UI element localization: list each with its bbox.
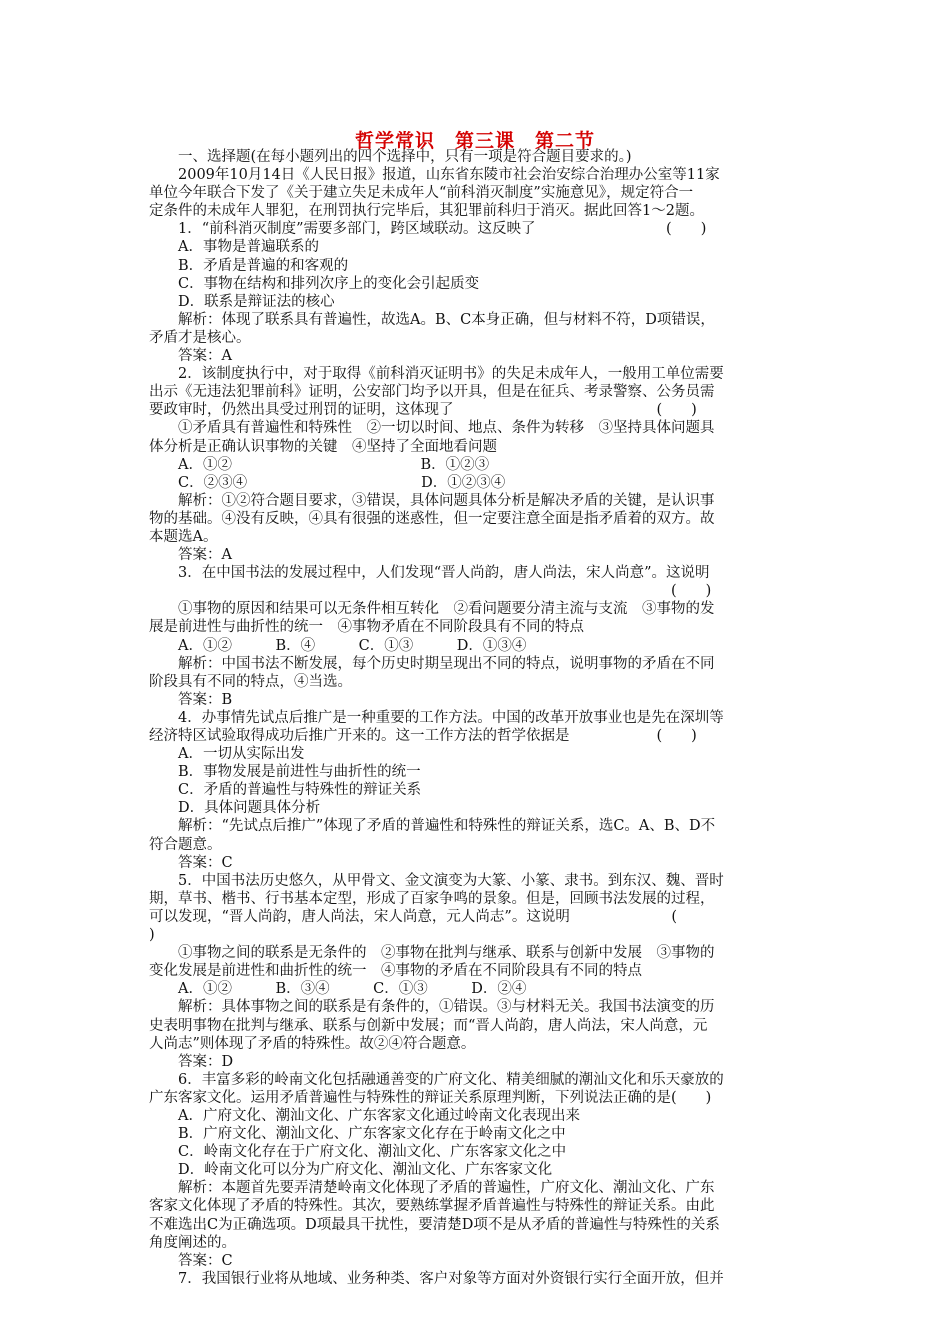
text-line: 可以发现，“晋人尚韵，唐人尚法，宋人尚意，元人尚志”。这说明 ( <box>149 908 677 925</box>
text-line: 答案：A <box>149 348 232 365</box>
text-line: 矛盾才是核心。 <box>149 329 251 346</box>
text-line: A．事物是普遍联系的 <box>149 239 319 256</box>
text-line: 解析：体现了联系具有普遍性，故选A。B、C本身正确，但与材料不符，D项错误， <box>149 311 715 328</box>
text-line: ①事物之间的联系是无条件的 ②事物在批判与继承、联系与创新中发展 ③事物的 <box>149 945 715 962</box>
text-line: 变化发展是前进性和曲折性的统一 ④事物的矛盾在不同阶段具有不同的特点 <box>149 963 642 980</box>
text-line: D．岭南文化可以分为广府文化、潮汕文化、广东客家文化 <box>149 1162 553 1179</box>
text-line: 期，草书、楷书、行书基本定型，形成了百家争鸣的景象。但是，回顾书法发展的过程， <box>149 890 715 907</box>
text-line: 答案：B <box>149 691 233 708</box>
text-line: 人尚志”则体现了矛盾的特殊性。故②④符合题意。 <box>149 1035 476 1052</box>
text-line: A．①② B．④ C．①③ D．①③④ <box>149 637 527 654</box>
text-line: A．一切从实际出发 <box>149 746 305 763</box>
text-line: 3．在中国书法的发展过程中，人们发现“晋人尚韵，唐人尚法，宋人尚意”。这说明 <box>149 565 710 582</box>
text-line: 角度阐述的。 <box>149 1234 236 1251</box>
text-line: 4．办事情先试点后推广是一种重要的工作方法。中国的改革开放事业也是先在深圳等 <box>149 709 724 726</box>
text-line: 答案：C <box>149 854 233 871</box>
text-line: 解析：本题首先要弄清楚岭南文化体现了矛盾的普遍性，广府文化、潮汕文化、广东 <box>149 1180 715 1197</box>
text-line: 1．“前科消灭制度”需要多部门，跨区域联动。这反映了 ( ) <box>149 221 707 238</box>
text-line: 定条件的未成年人罪犯，在刑罚执行完毕后，其犯罪前科归于消灭。据此回答1～2题。 <box>149 203 704 220</box>
page-title: 哲学常识 第三课 第二节 <box>354 130 595 152</box>
text-line: 经济特区试验取得成功后推广开来的。这一工作方法的哲学依据是 ( ) <box>149 728 697 744</box>
text-line: B．矛盾是普遍的和客观的 <box>149 257 349 274</box>
text-line: B．广府文化、潮汕文化、广东客家文化存在于岭南文化之中 <box>149 1126 566 1143</box>
text-line: 一、选择题(在每小题列出的四个选择中，只有一项是符合题目要求的。) <box>149 149 632 165</box>
text-line: 6．丰富多彩的岭南文化包括融通善变的广府文化、精美细腻的潮汕文化和乐天豪放的 <box>149 1071 724 1088</box>
text-line: 解析：具体事物之间的联系是有条件的，①错误。③与材料无关。我国书法演变的历 <box>149 999 715 1016</box>
text-line: 答案：D <box>149 1053 234 1070</box>
text-line: 出示《无违法犯罪前科》证明，公安部门均予以开具，但是在征兵、考录警察、公务员需 <box>149 384 715 401</box>
text-line: 2．该制度执行中，对于取得《前科消灭证明书》的失足未成年人，一般用工单位需要 <box>149 366 724 383</box>
text-line: 广东客家文化。运用矛盾普遍性与特殊性的辩证关系原理判断，下列说法正确的是( ) <box>149 1089 712 1106</box>
text-line: A．广府文化、潮汕文化、广东客家文化通过岭南文化表现出来 <box>149 1107 580 1124</box>
text-line: A．①② B．①②③ <box>149 456 490 473</box>
text-line: 答案：C <box>149 1252 233 1269</box>
text-line: 客家文化体现了矛盾的特殊性。其次，要熟练掌握矛盾普遍性与特殊性的辩证关系。由此 <box>149 1198 715 1215</box>
text-line: 阶段具有不同的特点，④当选。 <box>149 673 352 690</box>
text-line: C．事物在结构和排列次序上的变化会引起质变 <box>149 275 480 292</box>
document-body <box>149 148 811 1288</box>
text-line: D．联系是辩证法的核心 <box>149 293 335 310</box>
text-line: 7．我国银行业将从地域、业务种类、客户对象等方面对外资银行实行全面开放，但并 <box>149 1270 724 1287</box>
text-line: ①矛盾具有普遍性和特殊性 ②一切以时间、地点、条件为转移 ③坚持具体问题具 <box>149 420 715 437</box>
text-line: 物的基础。④没有反映，④具有很强的迷惑性，但一定要注意全面是指矛盾着的双方。故 <box>149 510 715 527</box>
text-line: 解析：“先试点后推广”体现了矛盾的普遍性和特殊性的辩证关系，选C。A、B、D不 <box>149 818 716 835</box>
text-line: 不难选出C为正确选项。D项最具干扰性，要清楚D项不是从矛盾的普遍性与特殊性的关系 <box>149 1216 720 1233</box>
text-line: 本题选A。 <box>149 528 218 545</box>
text-line: ( ) <box>149 583 712 600</box>
text-line: 5．中国书法历史悠久，从甲骨文、金文演变为大篆、小篆、隶书。到东汉、魏、晋时 <box>149 872 724 889</box>
text-line: ) <box>149 927 155 944</box>
text-line: 答案：A <box>149 547 232 564</box>
text-line: ①事物的原因和结果可以无条件相互转化 ②看问题要分清主流与支流 ③事物的发 <box>149 601 715 618</box>
text-line: 展是前进性与曲折性的统一 ④事物矛盾在不同阶段具有不同的特点 <box>149 619 584 636</box>
text-line: 史表明事物在批判与继承、联系与创新中发展；而“晋人尚韵，唐人尚法，宋人尚意，元 <box>149 1017 708 1034</box>
text-line: 解析：中国书法不断发展，每个历史时期呈现出不同的特点，说明事物的矛盾在不同 <box>149 655 715 672</box>
text-line: B．事物发展是前进性与曲折性的统一 <box>149 764 421 781</box>
text-line: C．矛盾的普遍性与特殊性的辩证关系 <box>149 782 422 799</box>
text-line: D．具体问题具体分析 <box>149 800 321 817</box>
text-line: 要政审时，仍然出具受过刑罚的证明，这体现了 ( ) <box>149 402 697 419</box>
text-line: 2009年10月14日《人民日报》报道，山东省东陵市社会治安综合治理办公室等11家 <box>149 167 720 184</box>
text-line: 解析：①②符合题目要求，③错误，具体问题具体分析是解决矛盾的关键，是认识事 <box>149 492 715 509</box>
text-line: 符合题意。 <box>149 836 222 853</box>
text-line: 单位今年联合下发了《关于建立失足未成年人“前科消灭制度”实施意见》，规定符合一 <box>149 185 694 202</box>
text-line: 体分析是正确认识事物的关键 ④坚持了全面地看问题 <box>149 438 497 455</box>
text-line: C．②③④ D．①②③④ <box>149 474 506 491</box>
text-line: A．①② B．③④ C．①③ D．②④ <box>149 981 527 998</box>
text-line: C．岭南文化存在于广府文化、潮汕文化、广东客家文化之中 <box>149 1144 567 1161</box>
